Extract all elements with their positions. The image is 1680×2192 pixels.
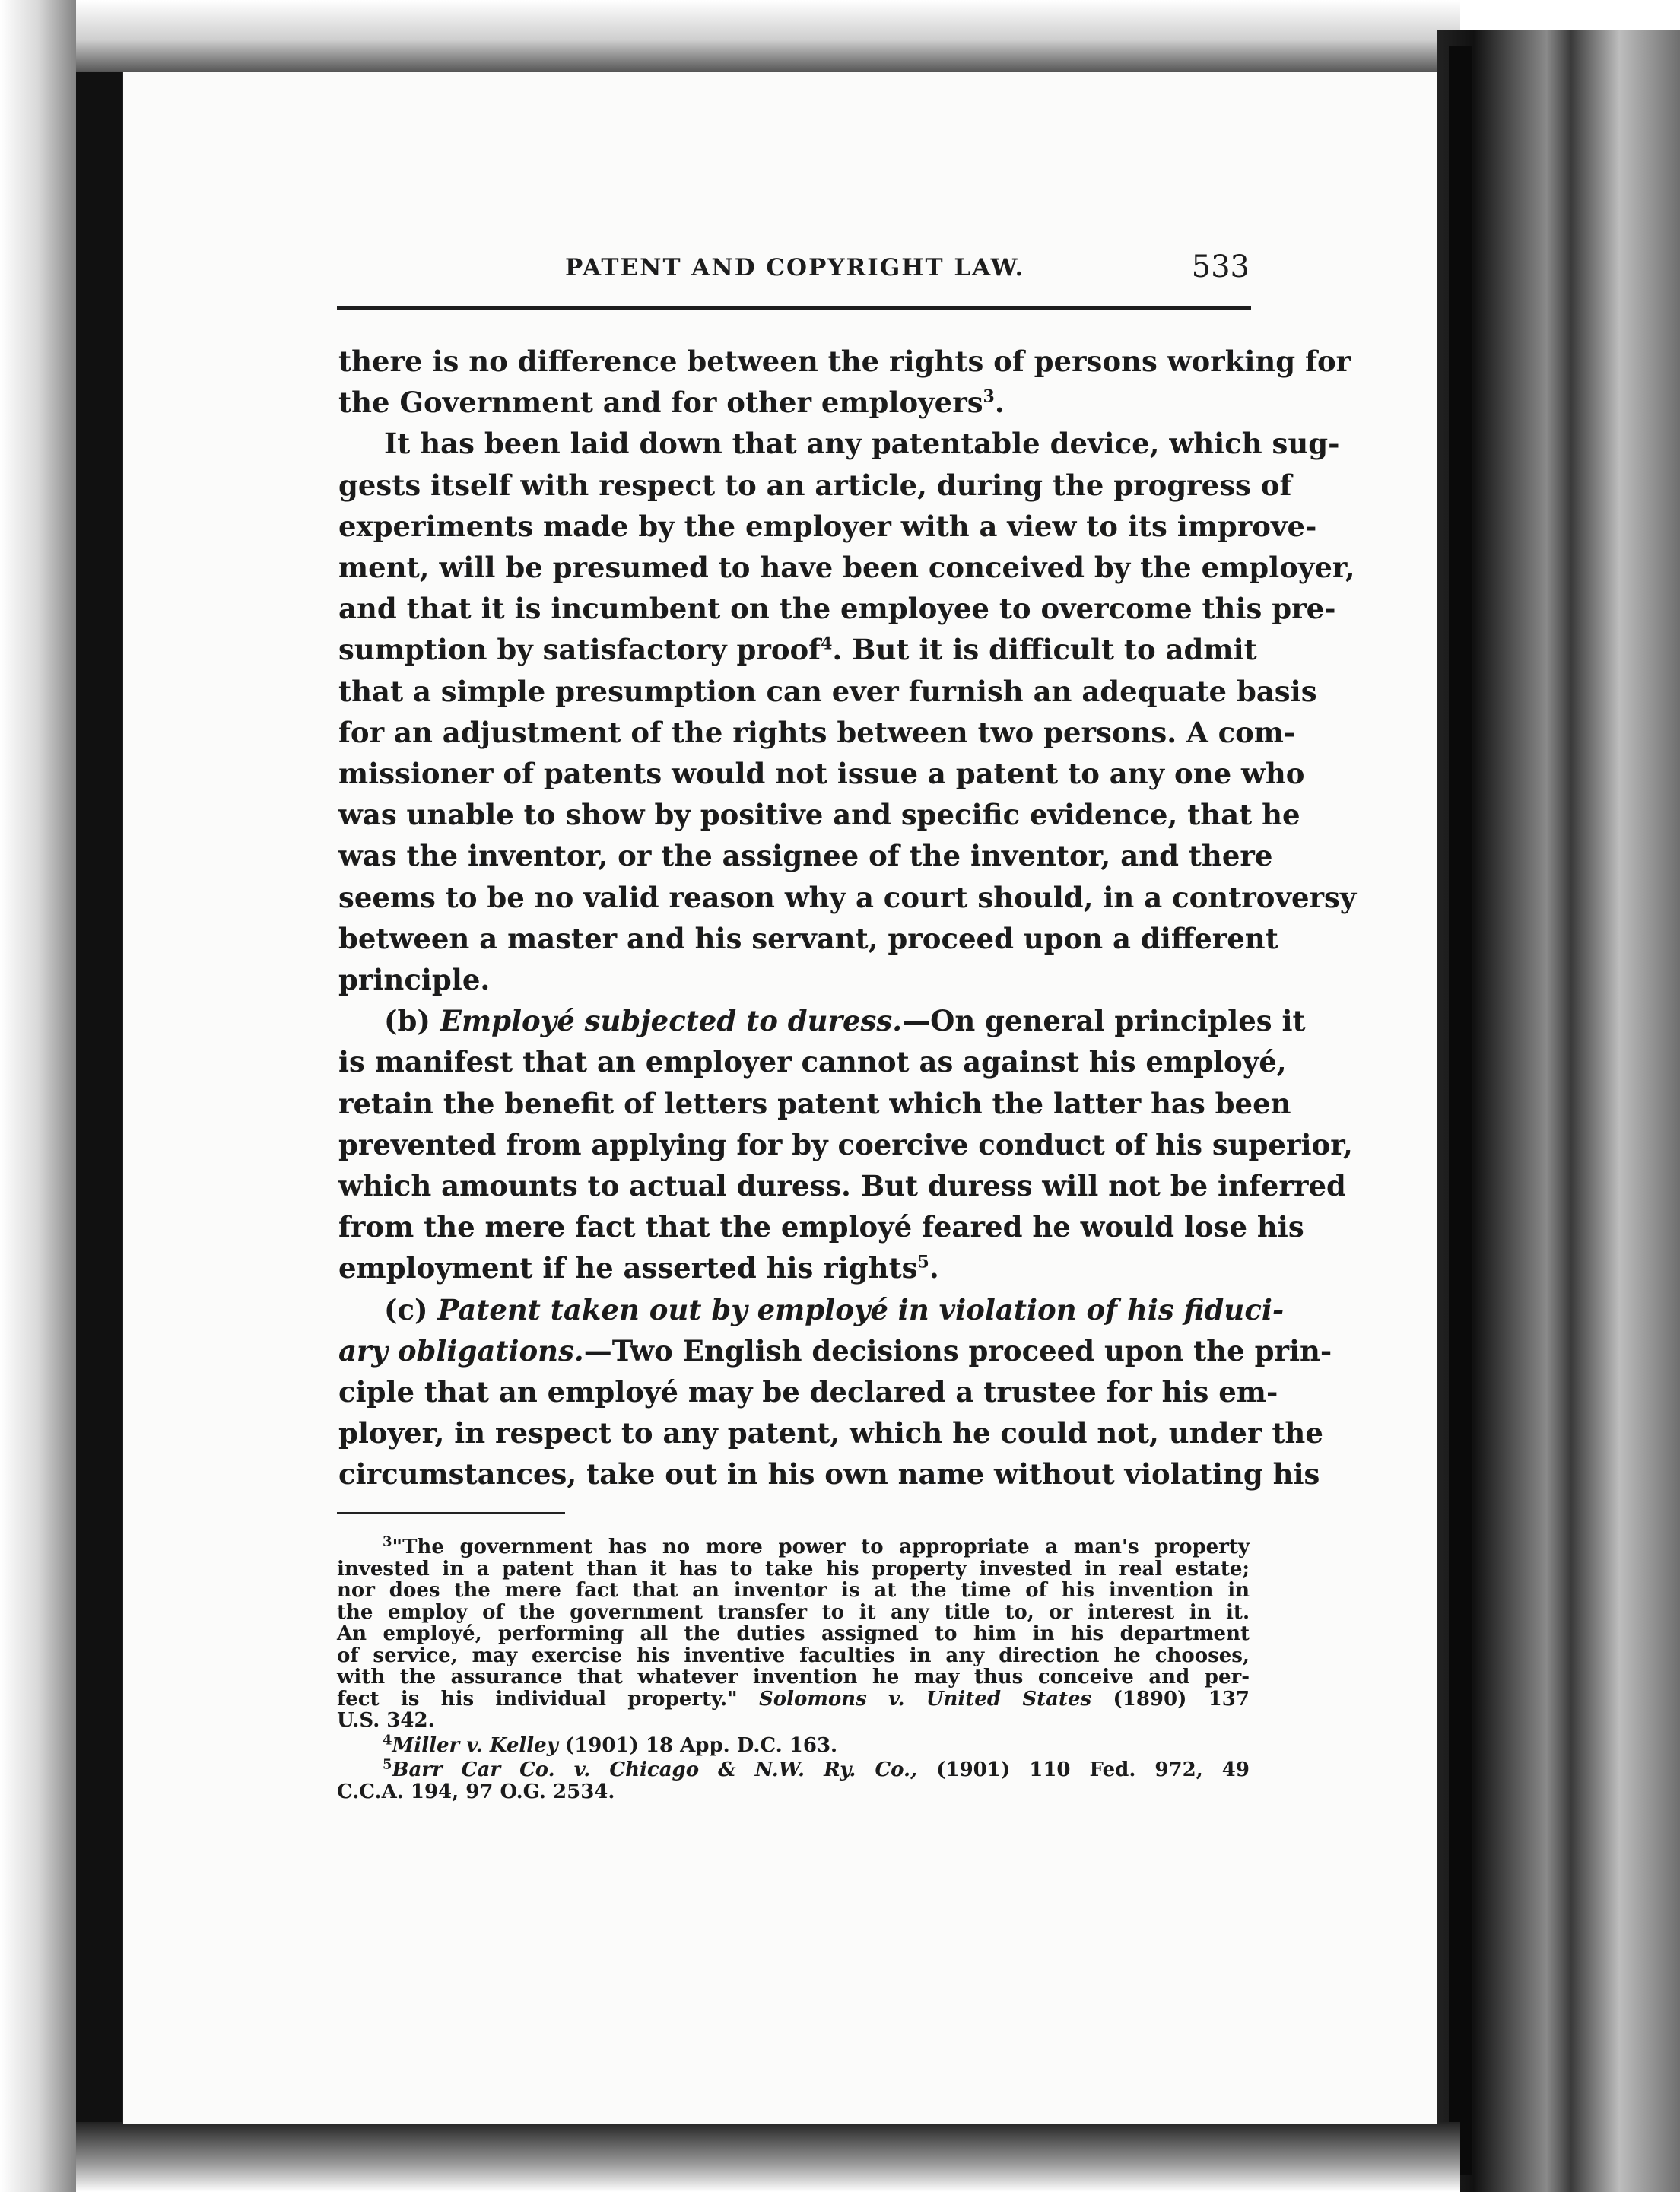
body-line: ployer, in respect to any patent, which he could not, under the [338,1416,1323,1450]
body-line: for an adjustment of the rights between two persons. A com- [338,715,1296,749]
body-line: and that it is incumbent on the employee to overcome this pre- [338,592,1336,626]
header-rule [337,306,1251,310]
body-line: was the inventor, or the assignee of the inventor, and there [338,839,1273,873]
footnote-4: $^4$Miller v. Kelley (1901) 18 App. D.C. 163. [383,1731,838,1757]
scan-shadow-top [76,0,1460,72]
section-b-heading: Employé subjected to duress. [440,1004,903,1038]
body-line: experiments made by the employer with a view to its improve- [338,509,1317,543]
body-line: from the mere fact that the employé feared he would lose his [338,1210,1304,1244]
scan-binding-right [1449,46,1472,2175]
body-line: It has been laid down that any patentable device, which sug- [384,427,1340,461]
body-text [338,341,1357,1495]
section-b-heading-line: (b) Employé subjected to duress.—On general principles it [384,1004,1306,1038]
body-line: between a master and his servant, proceed upon a different [338,921,1278,955]
footnote-ref: 5 [917,1253,929,1273]
body-line: there is no difference between the rights of persons working for [338,345,1351,378]
footnote-ref: 4 [821,634,833,655]
footnotes [337,1533,1250,1806]
section-c-heading: Patent taken out by employé in violation of his fiduci- [437,1292,1285,1326]
page-header [337,249,1250,298]
running-title: PATENT AND COPYRIGHT LAW. [565,254,1025,281]
body-line: ary obligations.—Two English decisions proceed upon the prin- [338,1333,1332,1368]
section-c-heading: ary obligations. [338,1333,584,1368]
section-c-heading-line: (c) Patent taken out by employé in violation of his fiduci- [384,1292,1285,1326]
scan-shadow-bottom [76,2122,1460,2192]
footnote-ref: 3 [983,386,995,407]
body-line: employment if he asserted his rights$^5$. [338,1251,939,1285]
body-line: retain the benefit of letters patent which the latter has been [338,1086,1291,1120]
body-line: principle. [338,963,491,997]
footnote-rule [337,1512,565,1514]
body-line: that a simple presumption can ever furnish an adequate basis [338,674,1317,708]
footnote-5: $^5$Barr Car Co. v. Chicago & N.W. Ry. Co., (1901) 110 Fed. 972, 49 C.C.A. 194, 97 O.G. 2534. [337,1756,1250,1803]
footnote-number: 5 [383,1756,392,1773]
body-line: the Government and for other employers$^3$. [338,386,1005,420]
footnote-number: 4 [383,1731,392,1748]
scan-shadow-right [1437,30,1680,2192]
body-line: which amounts to actual duress. But duress will not be inferred [338,1169,1346,1203]
body-line: ment, will be presumed to have been conceived by the employer, [338,551,1355,585]
footnote-number: 3 [383,1533,392,1550]
body-line: ciple that an employé may be declared a trustee for his em- [338,1375,1278,1409]
page-number: 533 [1191,249,1250,284]
body-line: missioner of patents would not issue a patent to any one who [338,757,1305,791]
body-line: was unable to show by positive and specific evidence, that he [338,798,1300,832]
body-line: circumstances, take out in his own name without violating his [338,1457,1320,1492]
case-name: Miller v. Kelley [392,1733,558,1757]
case-name: Solomons v. United States [758,1687,1092,1711]
body-line: seems to be no valid reason why a court should, in a controversy [338,880,1357,914]
body-line: gests itself with respect to an article, during the progress of [338,468,1292,502]
body-line: is manifest that an employer cannot as against his employé, [338,1045,1287,1079]
case-name: Barr Car Co. v. Chicago & N.W. Ry. Co., [392,1758,918,1781]
body-line: prevented from applying for by coercive conduct of his superior, [338,1127,1353,1161]
body-line: sumption by satisfactory proof$^4$. But it is difficult to admit [338,633,1257,667]
footnote-3: $^3$"The government has no more power to appropriate a man's property invested in a patent than it has to take his property invested in real estate; nor does the mere fact that an inventor is at the time of his invention in the employ of the government transfer to it any title to, or interest in it. An employé, performing all the duties assigned to him in his department of service, may exercise his inventive faculties in any direction he chooses, with the assurance that whatever invention he may thus conceive and per- fect is his individual property." Solomons v. United States (1890) 137 U.S. 342. [337,1533,1250,1732]
scan-binding-left [76,61,122,2160]
